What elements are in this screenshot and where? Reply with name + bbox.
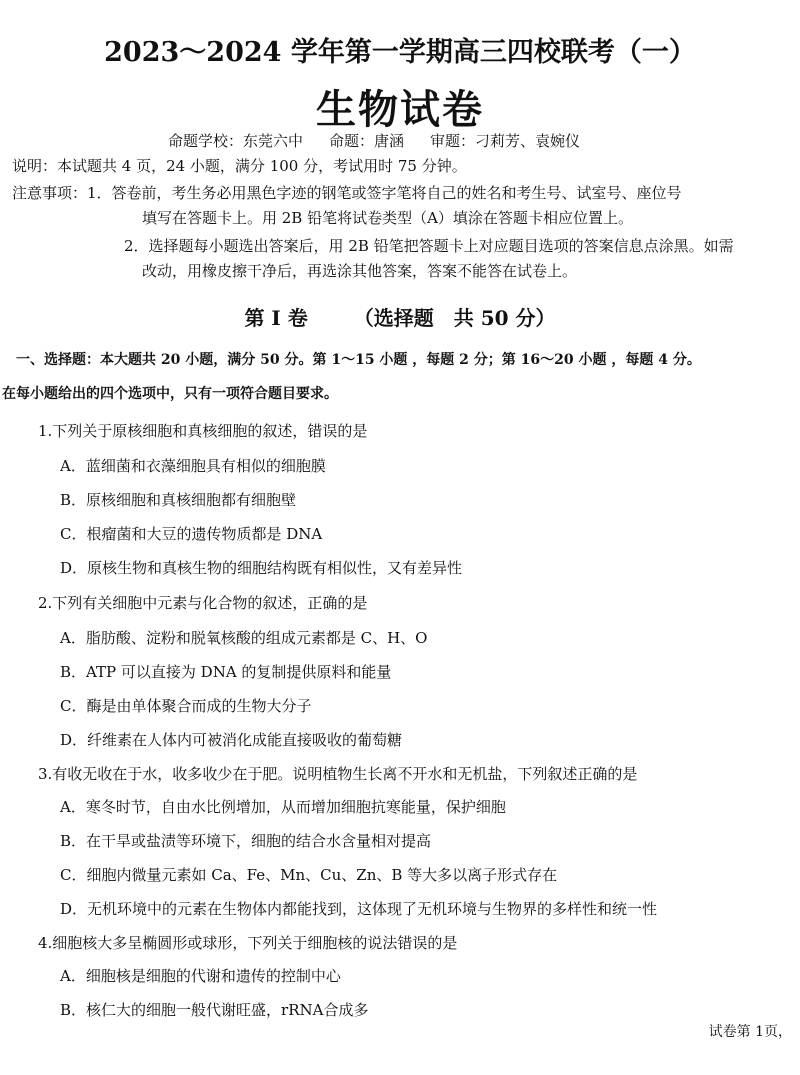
question-option: D．原核生物和真核生物的细胞结构既有相似性，又有差异性 <box>60 559 463 577</box>
question-option: C．酶是由单体聚合而成的生物大分子 <box>60 697 312 715</box>
setter-reviewer: 审题：刁莉芳、袁婉仪 <box>430 132 581 150</box>
question-option: A．寒冬时节，自由水比例增加，从而增加细胞抗寒能量，保护细胞 <box>60 798 506 816</box>
question-stem: 1.下列关于原核细胞和真核细胞的叙述，错误的是 <box>38 422 368 440</box>
question-option: B．核仁大的细胞一般代谢旺盛，rRNA合成多 <box>60 1001 369 1019</box>
setter-author: 命题：唐涵 <box>329 132 405 150</box>
section-name: 第 I 卷 <box>244 306 308 330</box>
question-stem: 3.有收无收在于水，收多收少在于肥。说明植物生长离不开水和无机盐，下列叙述正确的是 <box>38 765 638 783</box>
question-option: D．无机环境中的元素在生物体内都能找到，这体现了无机环境与生物界的多样性和统一性 <box>60 900 658 918</box>
question-option: C．根瘤菌和大豆的遗传物质都是 DNA <box>60 525 323 543</box>
exam-meta <box>168 130 606 151</box>
notes-line-4: 改动，用橡皮擦干净后，再选涂其他答案，答案不能答在试卷上。 <box>142 262 578 280</box>
question-option: A．细胞核是细胞的代谢和遗传的控制中心 <box>60 967 341 985</box>
exam-subject: 生物试卷 <box>316 86 484 133</box>
notes-line-2: 填写在答题卡上。用 2B 铅笔将试卷类型（A）填涂在答题卡相应位置上。 <box>142 209 633 227</box>
question-option: B．原核细胞和真核细胞都有细胞壁 <box>60 491 297 509</box>
exam-title: 2023～2024 学年第一学期高三四校联考（一） <box>104 37 696 68</box>
section-heading <box>0 302 800 331</box>
question-option: B．在干旱或盐渍等环境下，细胞的结合水含量相对提高 <box>60 832 432 850</box>
question-option: B．ATP 可以直接为 DNA 的复制提供原料和能量 <box>60 663 392 681</box>
exam-description: 说明：本试题共 4 页，24 小题，满分 100 分，考试用时 75 分钟。 <box>12 157 467 175</box>
page-footer: 试卷第 1页， <box>708 1024 792 1040</box>
question-stem: 2.下列有关细胞中元素与化合物的叙述，正确的是 <box>38 594 368 612</box>
setter-school: 命题学校：东莞六中 <box>168 132 304 150</box>
notes-line-3: 2．选择题每小题选出答案后，用 2B 铅笔把答题卡上对应题目选项的答案信息点涂黑。如需 <box>124 237 734 255</box>
question-stem: 4.细胞核大多呈椭圆形或球形，下列关于细胞核的说法错误的是 <box>38 934 458 952</box>
notes-line-1: 注意事项：1．答卷前，考生务必用黑色字迹的钢笔或签字笔将自己的姓名和考生号、试室号、座位号 <box>12 184 682 202</box>
question-option: C．细胞内微量元素如 Ca、Fe、Mn、Cu、Zn、B 等大多以离子形式存在 <box>60 866 558 884</box>
question-option: A．蓝细菌和衣藻细胞具有相似的细胞膜 <box>60 457 326 475</box>
question-option: A．脂肪酸、淀粉和脱氧核酸的组成元素都是 C、H、O <box>60 629 428 647</box>
part1-heading-line-1: 一、选择题：本大题共 20 小题，满分 50 分。第 1～15 小题 ，每题 2 分；第 16～20 小题 ，每题 4 分。 <box>16 352 701 368</box>
part1-heading-line-2: 在每小题给出的四个选项中，只有一项符合题目要求。 <box>2 386 338 402</box>
question-option: D．纤维素在人体内可被消化成能直接吸收的葡萄糖 <box>60 731 403 749</box>
section-desc: （选择题 共 50 分） <box>353 306 556 330</box>
